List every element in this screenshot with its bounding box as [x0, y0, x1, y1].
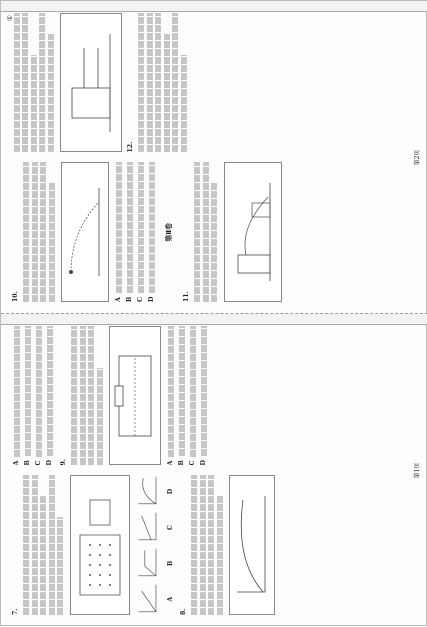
page-2-right-column	[11, 13, 401, 153]
question-number: 12.	[127, 141, 134, 153]
binding-strip	[1, 1, 427, 12]
option-graph-b	[134, 547, 162, 579]
question-10-options: A B C D	[113, 163, 157, 303]
question-11	[182, 163, 220, 303]
experiment-diagram	[64, 28, 118, 138]
question-9	[59, 326, 105, 466]
question-7-graph-options	[134, 476, 162, 616]
question-10-figure	[61, 163, 109, 303]
question-8	[179, 476, 225, 616]
question-11-figure	[224, 163, 282, 303]
question-number: 9.	[60, 459, 67, 466]
option-graph-c	[134, 511, 162, 543]
page-2-left-column	[11, 163, 401, 303]
exam-page-2	[1, 1, 427, 314]
curve-graph	[233, 490, 271, 600]
question-8-figure	[229, 476, 275, 616]
question-11-parts	[11, 13, 56, 153]
question-7	[11, 476, 66, 616]
circuit-diagram	[113, 346, 157, 446]
question-8-options: A B C D	[11, 326, 55, 466]
binding-strip	[1, 314, 427, 325]
question-12-figure	[60, 13, 122, 153]
page-1-right-column	[11, 326, 401, 466]
page-footer: 第2页	[413, 149, 421, 166]
page-footer: 第1页	[413, 462, 421, 479]
apparatus-diagram	[228, 177, 278, 287]
field-diagram	[75, 485, 125, 605]
option-graph-d	[134, 476, 162, 508]
question-12	[126, 13, 189, 153]
question-7-figure	[70, 476, 130, 616]
question-9-figure	[109, 326, 161, 466]
exam-page-1	[1, 314, 427, 627]
page-number: ①	[6, 15, 14, 22]
option-graph-a	[134, 583, 162, 615]
question-number: 11.	[182, 291, 190, 302]
projectile-diagram	[65, 182, 105, 282]
question-number: 8.	[180, 608, 188, 615]
question-number: 7.	[12, 608, 19, 615]
page-1-left-column	[11, 476, 401, 616]
question-7-option-letters: A B C D	[166, 488, 174, 602]
question-9-options: A B C D	[165, 326, 209, 466]
section-title: 第Ⅱ卷	[165, 222, 174, 242]
question-10	[11, 163, 57, 303]
question-number: 10.	[12, 291, 19, 302]
